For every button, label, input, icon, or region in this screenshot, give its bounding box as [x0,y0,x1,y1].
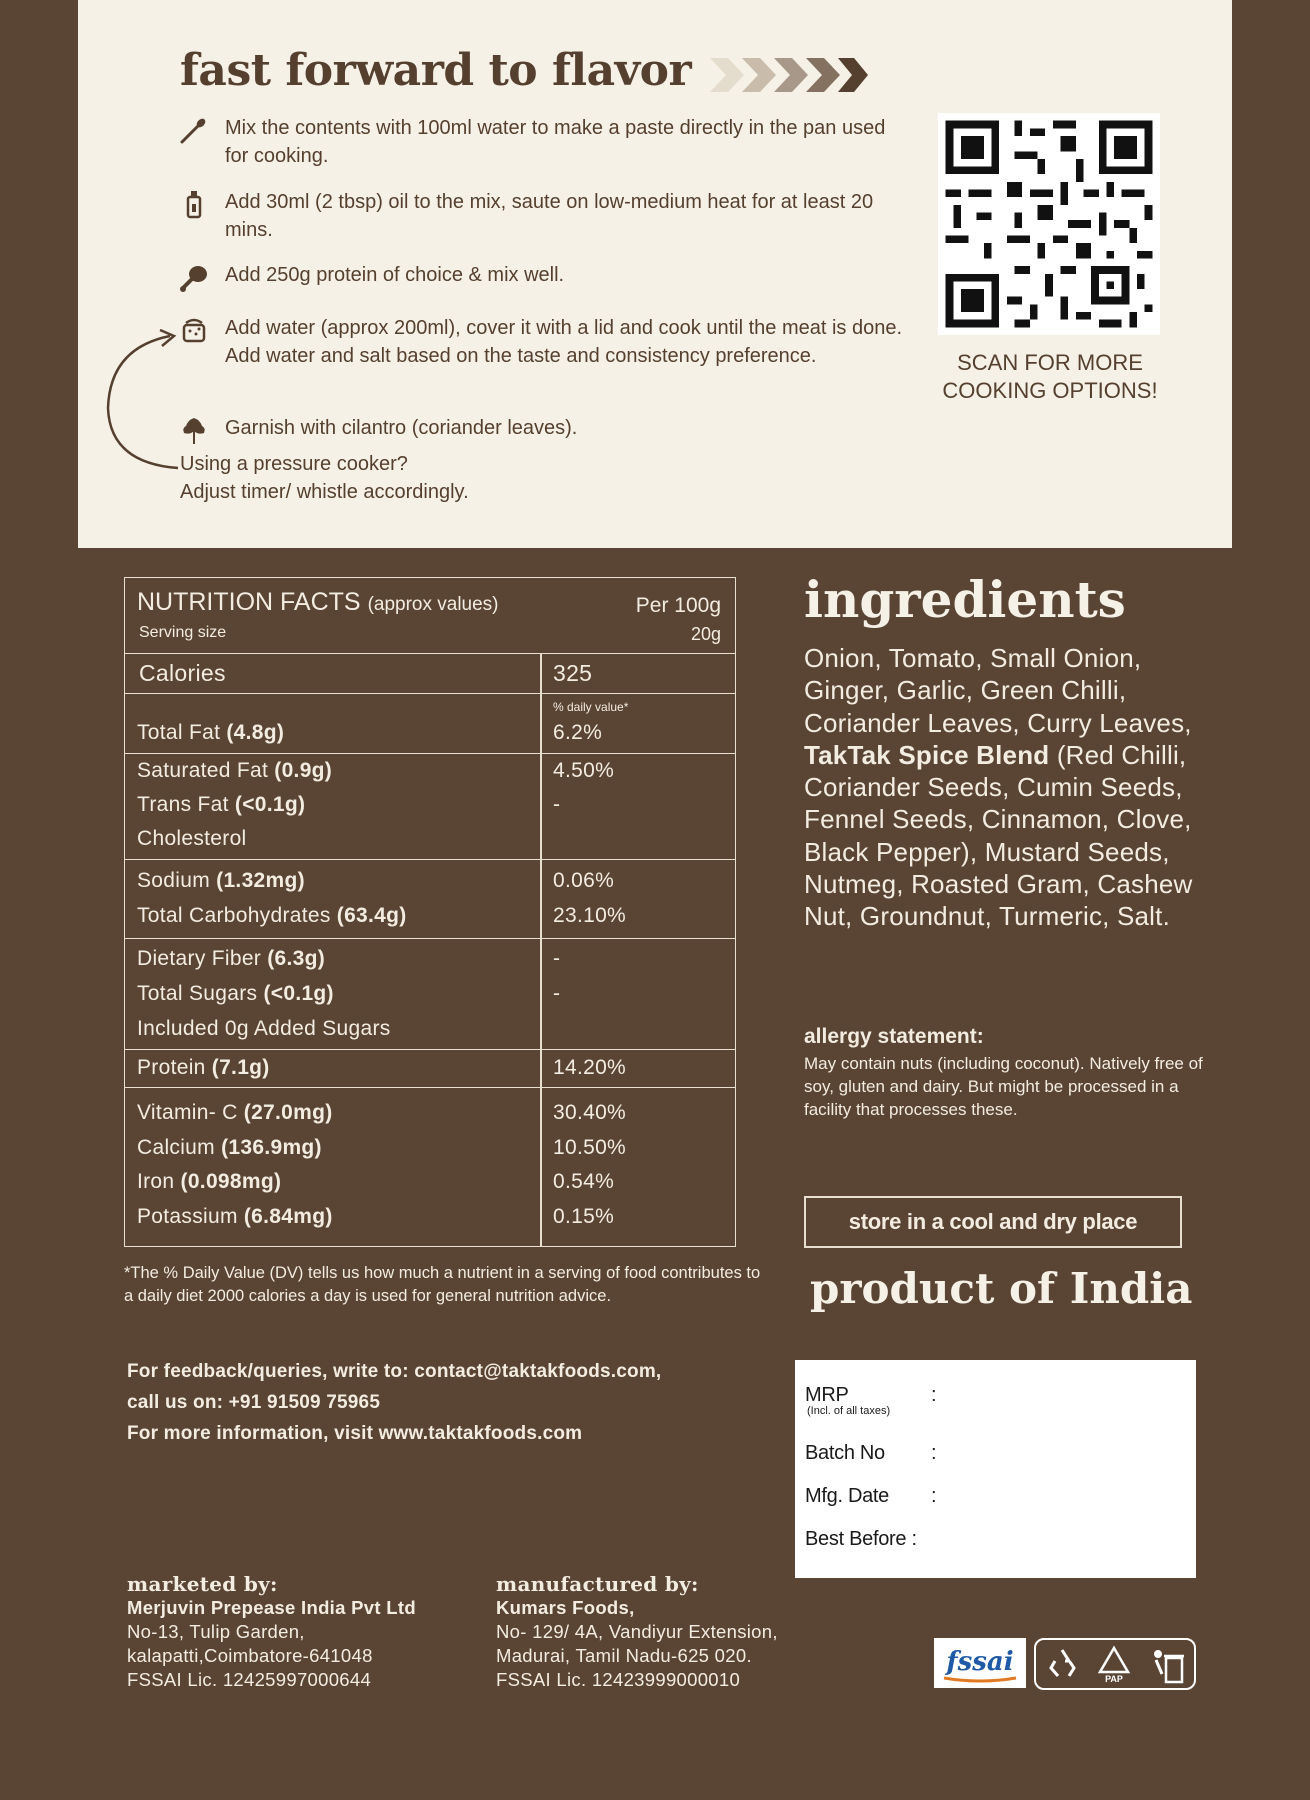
packaging-symbols [1034,1638,1196,1690]
contact-phone[interactable]: call us on: +91 91509 75965 [127,1392,381,1413]
qr-caption-line-1: SCAN FOR MORE [957,350,1143,375]
marketed-line-2: kalapatti,Coimbatore-641048 [127,1645,373,1666]
serving-size-value: 20g [690,624,721,644]
vitamin-c-label: Vitamin- C (27.0mg) [137,1101,333,1124]
sodium-label: Sodium (1.32mg) [137,869,305,892]
sugars-label: Total Sugars (<0.1g) [137,982,334,1005]
daily-value-footnote: *The % Daily Value (DV) tells us how much a nutrient in a serving of food contributes to a daily diet 2000 calories a day is used for general nutrition advice. [124,1264,761,1305]
manufactured-line-2: Madurai, Tamil Nadu-625 020. [496,1645,752,1666]
sodium-dv: 0.06% [553,869,615,892]
mfg-colon: : [931,1485,937,1507]
protein-row [125,1050,735,1088]
best-before-label: Best Before : [805,1528,917,1550]
recycle-icon [1044,1646,1080,1682]
protein-dv: 14.20% [553,1056,627,1079]
dispose-bin-icon [1148,1644,1188,1686]
spoon-icon [178,114,210,146]
iron-label: Iron (0.098mg) [137,1170,282,1193]
step-2: Add 30ml (2 tbsp) oil to the mix, saute on low-medium heat for at least 20 mins. [225,191,874,241]
calories-value: 325 [553,660,593,686]
manufactured-label: manufactured by: [496,1572,699,1596]
vitamin-c-dv: 30.40% [553,1101,627,1124]
batch-colon: : [931,1442,937,1464]
cholesterol-label: Cholesterol [137,827,247,850]
calcium-dv: 10.50% [553,1136,627,1159]
allergy-title: allergy statement: [804,1025,984,1048]
step-5: Garnish with cilantro (coriander leaves). [225,417,578,439]
carbs-label: Total Carbohydrates (63.4g) [137,904,407,927]
nutrition-facts-table [124,577,736,1247]
marketed-by [127,1572,416,1692]
trans-fat-label: Trans Fat (<0.1g) [137,793,306,816]
headline: fast forward to flavor [180,45,692,96]
manufactured-line-1: No- 129/ 4A, Vandiyur Extension, [496,1621,778,1642]
sodium-carbs-row [125,860,735,939]
total-fat-label: Total Fat (4.8g) [137,721,285,744]
serving-size-label: Serving size [139,624,227,641]
contact-info [127,1356,661,1449]
wavy-edge [78,530,1232,558]
sugars-dv: - [553,982,561,1005]
calcium-label: Calcium (136.9mg) [137,1136,322,1159]
marketed-label: marketed by: [127,1572,278,1596]
step-1: Mix the contents with 100ml water to make a paste directly in the pan used for cooking. [225,117,886,167]
mfg-date-label: Mfg. Date [805,1485,889,1507]
step-3: Add 250g protein of choice & mix well. [225,264,565,286]
manufactured-line-3: FSSAI Lic. 12423999000010 [496,1669,741,1690]
calories-row [125,654,735,694]
sat-fat-dv: 4.50% [553,759,615,782]
nutrition-per: Per 100g [635,594,721,617]
contact-website[interactable]: For more information, visit www.taktakfoods.com [127,1423,583,1444]
minerals-row [125,1088,735,1246]
marketed-line-1: No-13, Tulip Garden, [127,1621,305,1642]
ingredients-title: ingredients [804,570,1126,629]
step-4: Add water (approx 200ml), cover it with a lid and cook until the meat is done. Add water and salt based on the taste and consistency preference. [225,317,903,367]
total-fat-dv: 6.2% [553,721,603,744]
contact-email[interactable]: For feedback/queries, write to: contact@taktakfoods.com, [127,1361,662,1382]
protein-label: Protein (7.1g) [137,1056,270,1079]
svg-text:fssai: fssai [946,1647,1014,1677]
pressure-cooker-note [180,450,469,506]
calories-label: Calories [139,660,226,686]
loop-arrow-icon [100,328,190,478]
sat-fat-label: Saturated Fat (0.9g) [137,759,333,782]
mrp-colon: : [931,1384,937,1406]
marketed-line-3: FSSAI Lic. 12425997000644 [127,1669,372,1690]
fiber-sugar-row [125,939,735,1050]
mrp-label: MRP [805,1384,849,1406]
daily-value-label: % daily value* [553,700,629,714]
potassium-label: Potassium (6.84mg) [137,1205,333,1228]
ingredients-list: Onion, Tomato, Small Onion, Ginger, Garlic, Green Chilli, Coriander Leaves, Curry Leaves, TakTak Spice Blend (Red Chilli, Coriander Seeds, Cumin Seeds, Fennel Seeds, Cinnamon, Clove, Black Pepper), Mustard Seeds, Nutmeg, Roasted Gram, Cashew Nut, Groundnut, Turmeric, Salt. [804,643,1193,932]
fiber-dv: - [553,947,561,970]
fast-forward-arrows-icon [706,54,872,96]
mrp-box [795,1360,1196,1578]
pressure-note-line-1: Using a pressure cooker? [180,453,408,475]
trans-fat-dv: - [553,793,561,816]
batch-label: Batch No [805,1442,885,1464]
qr-caption-line-2: COOKING OPTIONS! [942,378,1158,403]
nutrition-header [125,578,735,654]
svg-text:PAP: PAP [1105,1674,1123,1684]
qr-code[interactable] [938,113,1160,335]
total-fat-row [125,694,735,754]
oil-bottle-icon [178,189,210,221]
drumstick-icon [178,262,210,294]
added-sugars-label: Included 0g Added Sugars [137,1017,391,1040]
mrp-note: (Incl. of all taxes) [807,1405,891,1417]
qr-caption [918,349,1182,405]
fats-group-row [125,754,735,860]
potassium-dv: 0.15% [553,1205,615,1228]
storage-badge: store in a cool and dry place [804,1196,1182,1248]
iron-dv: 0.54% [553,1170,615,1193]
manufactured-by [496,1572,778,1692]
pressure-note-line-2: Adjust timer/ whistle accordingly. [180,481,469,503]
pap-recycle-icon [1096,1644,1132,1684]
fiber-label: Dietary Fiber (6.3g) [137,947,326,970]
nutrition-title: NUTRITION FACTS (approx values) [137,588,499,616]
carbs-dv: 23.10% [553,904,627,927]
marketed-company: Merjuvin Prepease India Pvt Ltd [127,1597,416,1618]
origin-label: product of India [810,1264,1193,1313]
manufactured-company: Kumars Foods, [496,1597,635,1618]
allergy-text: May contain nuts (including coconut). Natively free of soy, gluten and dairy. But might be processed in a facility that processes these. [804,1054,1203,1119]
fssai-logo [934,1638,1026,1688]
